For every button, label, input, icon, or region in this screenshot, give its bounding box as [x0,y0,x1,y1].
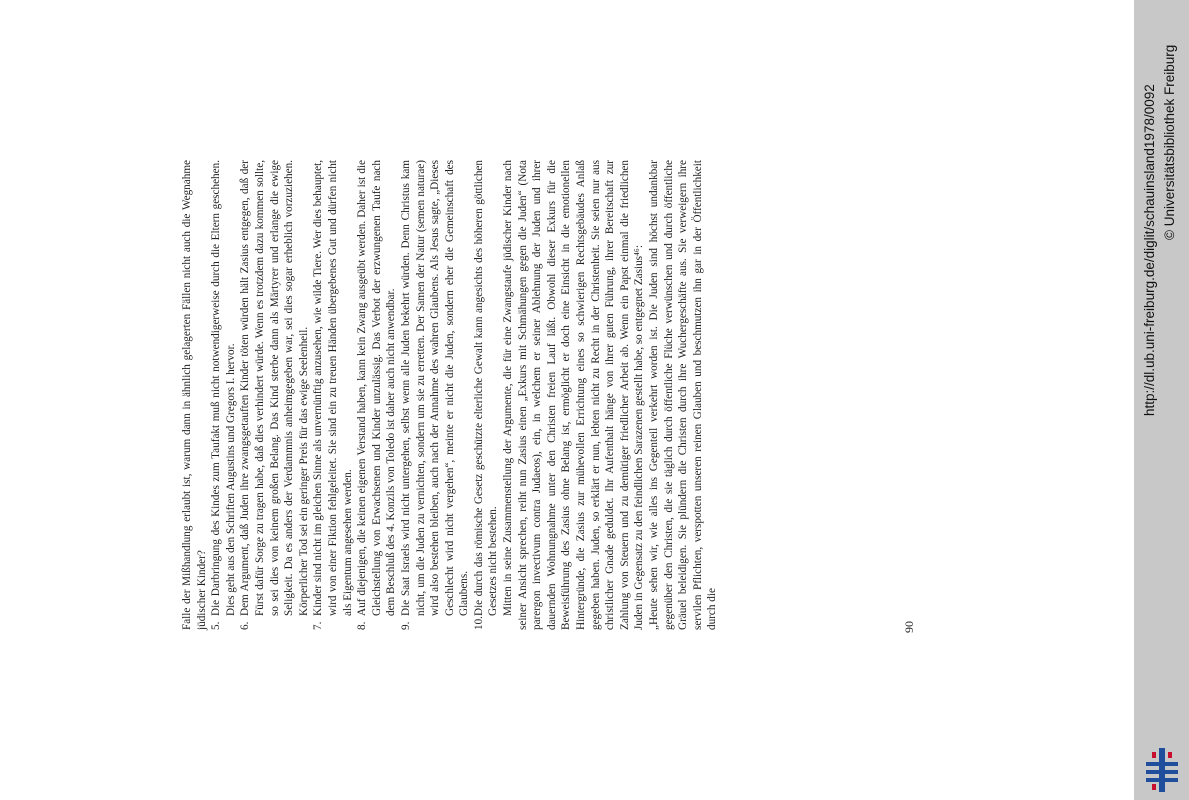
numbered-item [209,160,238,630]
item-text: Die durch das römische Gesetz geschützte elterliche Gewalt kann angesichts des höheren göttlichen Gesetzes nicht bestehen. [472,160,500,616]
item-number: 10. [472,616,485,630]
ub-freiburg-logo-icon [1142,748,1182,792]
item-text: Dem Argument, daß Juden ihre zwangsgetauften Kinder töten würden hält Zasius entgegen, daß der Fürst dafür Sorge zu tragen habe, daß dies verhindert würde. Wenn es trotzdem dazu kommen sollte, so sei dies von keinem großen Belang. Das Kind sterbe dann als Märtyrer und erlange die ewige Seligkeit. Da es anders der Verdammnis anheimgegeben war, sei dies sogar erheblich vorzuziehen. Körperlicher Tod sei ein geringer Preis für das ewige Seelenheil. [239,160,310,616]
item-number: 7. [312,621,325,630]
item-text: Die Darbringung des Kindes zum Taufakt muß nicht notwendigerweise durch die Eltern geschehen. Dies geht aus den Schriften Augustins und Gregors I. hervor. [210,160,237,616]
source-url-link[interactable]: http://dl.ub.uni-freiburg.de/diglit/schauinsland1978/0092 [1142,84,1157,416]
body-paragraph: „Heute sehen wir, wie alles ins Gegenteil verkehrt worden ist. Die Juden sind höchst undankbar gegenüber den Christen, die sie täglich durch öffentliche Flüche verwünschen und durch öffentliche Gräuel beleidigen. Sie plündern die Christen durch ihre Wuchergeschäfte aus. Sie verweigern ihre servilen Pflichten, verspotten unseren reinen Glauben und beschmutzen ihn gar in der Öffentlichkeit durch die [648,160,719,630]
numbered-item [399,160,472,630]
page-body [180,160,920,630]
item-text: Kinder sind nicht im gleichen Sinne als unvernünftig anzusehen, wie wilde Tiere. Wer dies behauptet, wird von einer Fiktion fehlgeleitet. Sie sind ein zu treuen Händen übergebenes Gut und dürfen nicht als Eigentum angesehen werden. [312,160,354,616]
item-number: 6. [239,621,252,630]
numbered-item [355,160,399,630]
item-number: 5. [210,621,223,630]
page-number: 90 [902,621,916,633]
numbered-item [238,160,311,630]
numbered-item [311,160,355,630]
item-number: 9. [399,621,412,630]
numbered-item [472,160,501,630]
rotated-page [180,160,920,633]
item-number: 8. [356,621,369,630]
item-text: Auf diejenigen, die keinen eigenen Verstand haben, kann kein Zwang ausgeübt werden. Daher ist die Gleichstellung von Erwachsenen und Kinder unzulässig. Das Verbot der erzwungenen Taufe nach dem Beschluß des 4. Konzils von Toledo ist daher auch nicht anwendbar. [356,160,398,616]
sidebar [1134,0,1189,800]
body-paragraph: Mitten in seine Zusammenstellung der Argumente, die für eine Zwangstaufe jüdischer Kinder nach seiner Ansicht sprechen, reiht nun Zasius einen „Exkurs mit Schmähungen gegen die Juden“ (Nota parergon invectivum contra Judaeos), ein, in welchem er seiner Ablehnung der Juden und ihrer dauernden Wohnungnahme unter den Christen freien Lauf läßt. Obwohl dieser Exkurs für die Beweisführung des Zasius ohne Belang ist, ermöglicht er doch eine Einsicht in die emotionellen Hintergründe, die Zasius zur mühevollen Errichtung eines so schwierigen Rechtsgebäudes Anlaß gegeben haben. Juden, so erklärt er nun, lebten nicht zu Recht in der Christenheit. Sie seien nur aus christlicher Gnade geduldet. Ihr Aufenthalt hänge von ihrer guten Führung, ihrer Bereitschaft zur Zahlung von Steuern und zu demütiger friedlicher Arbeit ab. Wenn ein Papst einmal die friedlichen Juden in Gegensatz zu den feindlichen Sarazenen gestellt habe, so entgegnet Zasius⁴⁶: [502,160,646,630]
item-text: Die Saat Israels wird nicht untergehen, selbst wenn alle Juden bekehrt würden. Denn Christus kam nicht, um die Juden zu vernichten, sondern um sie zu erretten. Der Samen der Natur (semen naturae) wird also bestehen bleiben, auch nach der Annahme des wahren Glaubens. Als Jesus sagte, „Dieses Geschlecht wird nicht vergehen“, meinte er nicht die Juden, sondern eher die Gemeinschaft des Glaubens. [399,160,471,616]
body-paragraph: Falle der Mißhandlung erlaubt ist, warum dann in ähnlich gelagerten Fällen nicht auch die Wegnahme jüdischer Kinder? [181,160,208,630]
copyright-label: © Universitätsbibliothek Freiburg [1162,44,1177,240]
